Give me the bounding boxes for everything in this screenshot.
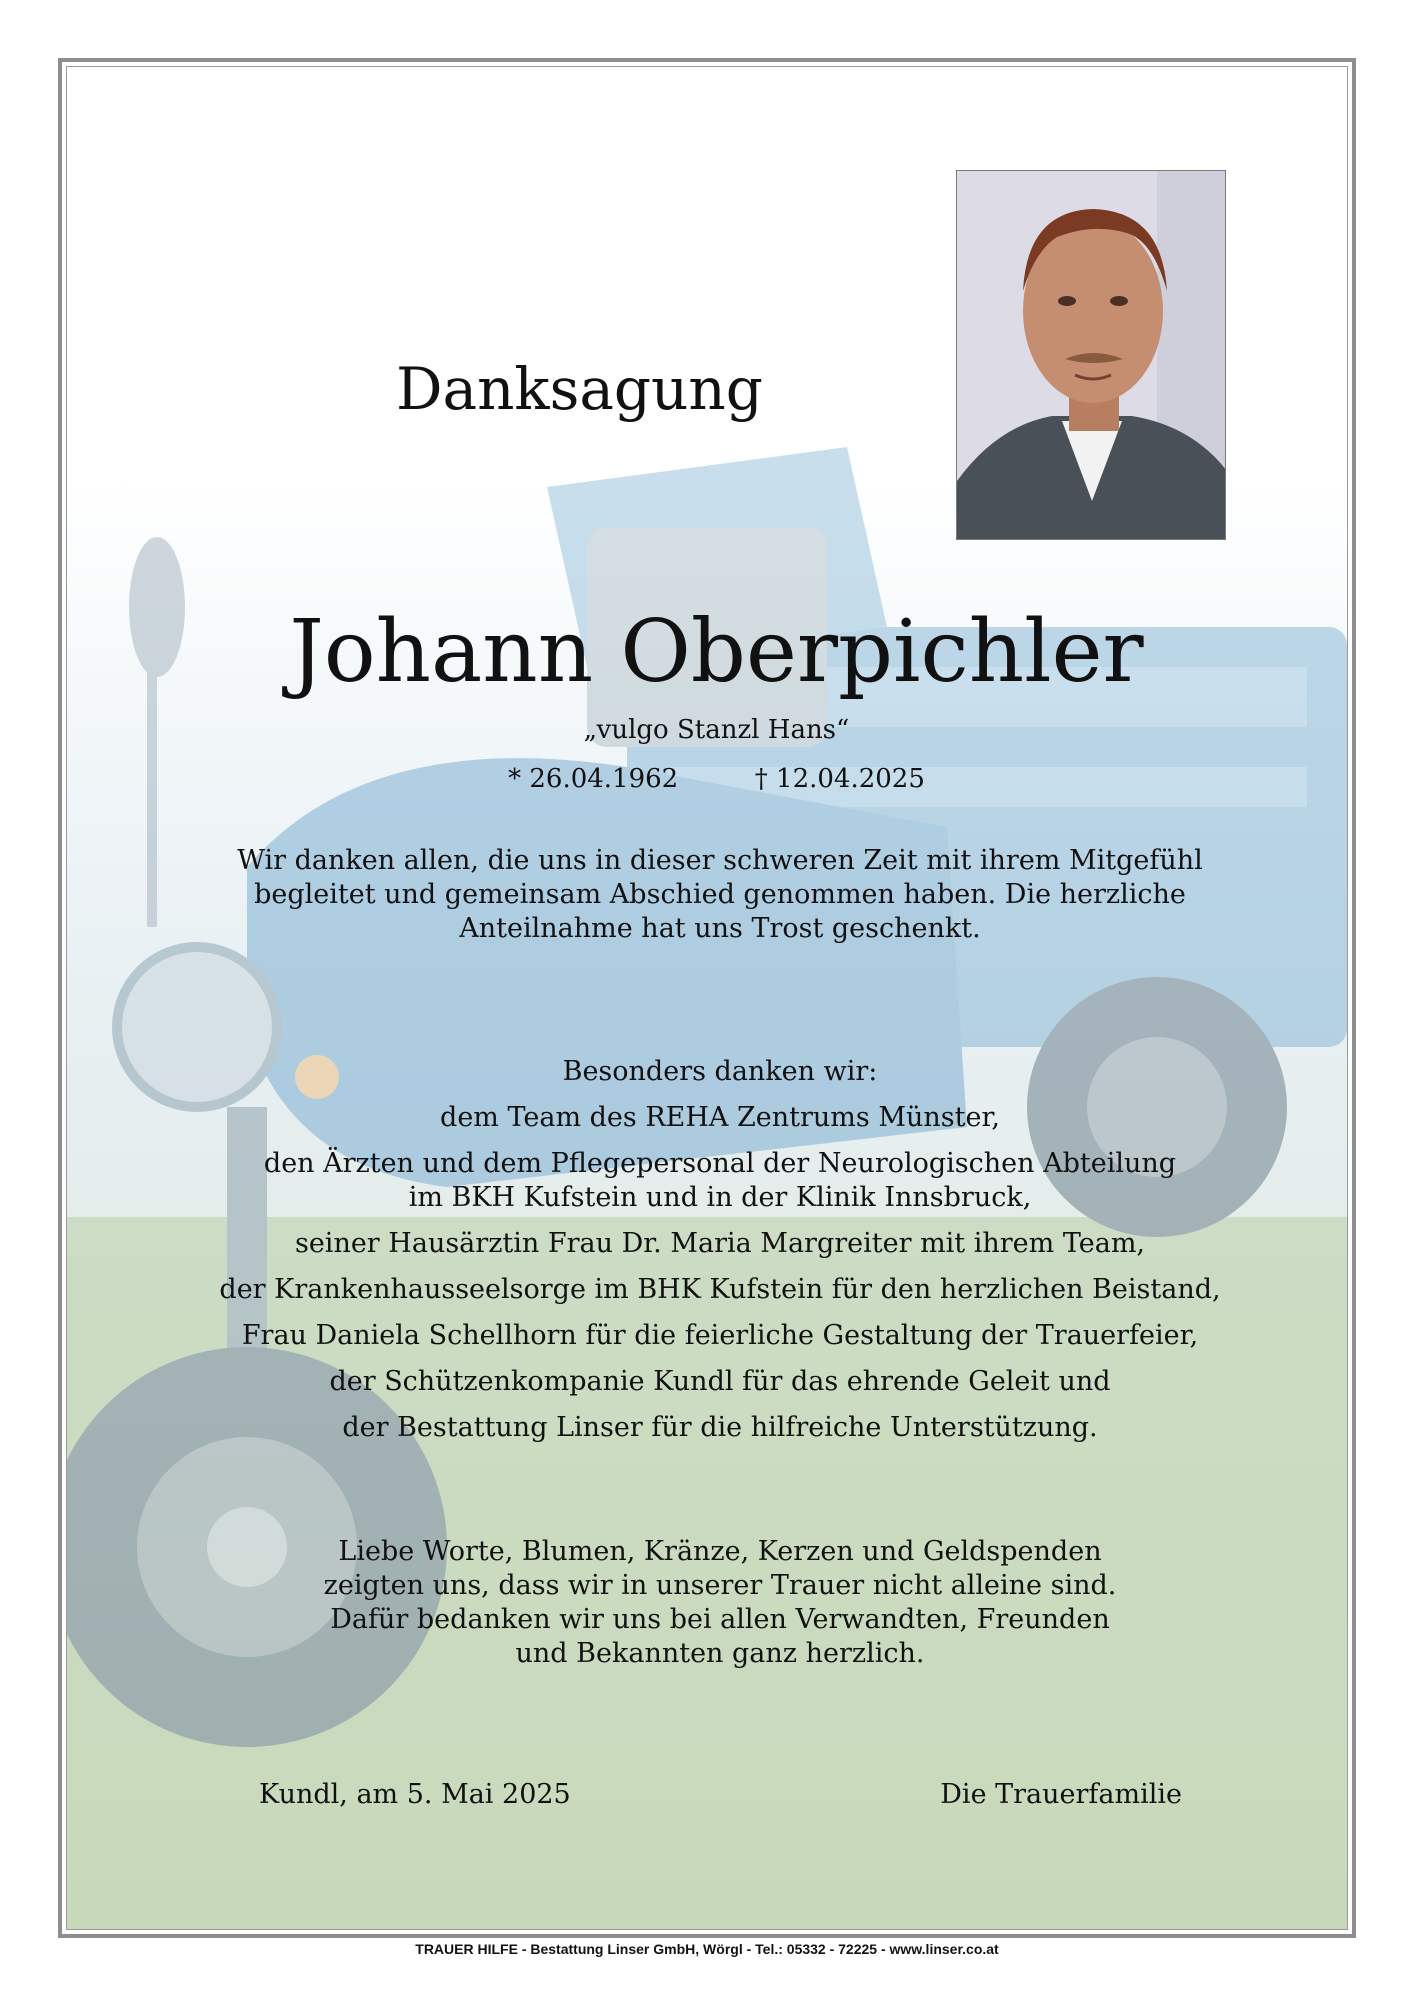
closing-line: und Bekannten ganz herzlich. [515,1638,925,1669]
thanks-line: dem Team des REHA Zentrums Münster, [440,1102,1000,1133]
thanks-line: der Krankenhausseelsorge im BHK Kufstein für den herzlichen Beistand, [219,1274,1221,1305]
deceased-name: Johann Oberpichler [289,602,1144,702]
thanks-line: den Ärzten und dem Pflegepersonal der Neurologischen Abteilung [263,1148,1177,1179]
closing-line: zeigten uns, dass wir in unserer Trauer nicht alleine sind. [323,1570,1117,1601]
thanks-line: der Schützenkompanie Kundl für das ehrende Geleit und [329,1366,1111,1397]
thanks-heading: Besonders danken wir: [562,1056,878,1087]
thanks-line: seiner Hausärztin Frau Dr. Maria Margreiter mit ihrem Team, [294,1228,1146,1259]
life-dates [0,762,1414,796]
closing-line: Liebe Worte, Blumen, Kränze, Kerzen und Geldspenden [338,1536,1102,1567]
intro-line: Anteilnahme hat uns Trost geschenkt. [459,913,981,944]
thanks-line: im BKH Kufstein und in der Klinik Innsbruck, [408,1182,1032,1213]
nickname: „vulgo Stanzl Hans“ [583,715,850,745]
closing-paragraph [0,1535,1414,1671]
thanks-section [0,1055,1414,1445]
death-date: † 12.04.2025 [754,764,925,794]
closing-line: Dafür bedanken wir uns bei allen Verwandten, Freunden [330,1604,1110,1635]
footer-funeral-home: TRAUER HILFE - Bestattung Linser GmbH, Wörgl - Tel.: 05332 - 72225 - www.linser.co.at [415,1941,999,1957]
thanks-line: Frau Daniela Schellhorn für die feierliche Gestaltung der Trauerfeier, [241,1320,1199,1351]
intro-line: begleitet und gemeinsam Abschied genommen haben. Die herzliche [254,879,1186,910]
portrait-illustration [957,171,1226,540]
intro-line: Wir danken allen, die uns in dieser schweren Zeit mit ihrem Mitgefühl [237,845,1203,876]
place-date: Kundl, am 5. Mai 2025 [259,1779,571,1810]
intro-paragraph [0,844,1414,946]
signature: Die Trauerfamilie [940,1779,1182,1810]
birth-date: * 26.04.1962 [508,764,679,794]
thanks-line: der Bestattung Linser für die hilfreiche Unterstützung. [342,1412,1098,1443]
heading-danksagung: Danksagung [396,355,763,423]
portrait-photo [956,170,1226,540]
